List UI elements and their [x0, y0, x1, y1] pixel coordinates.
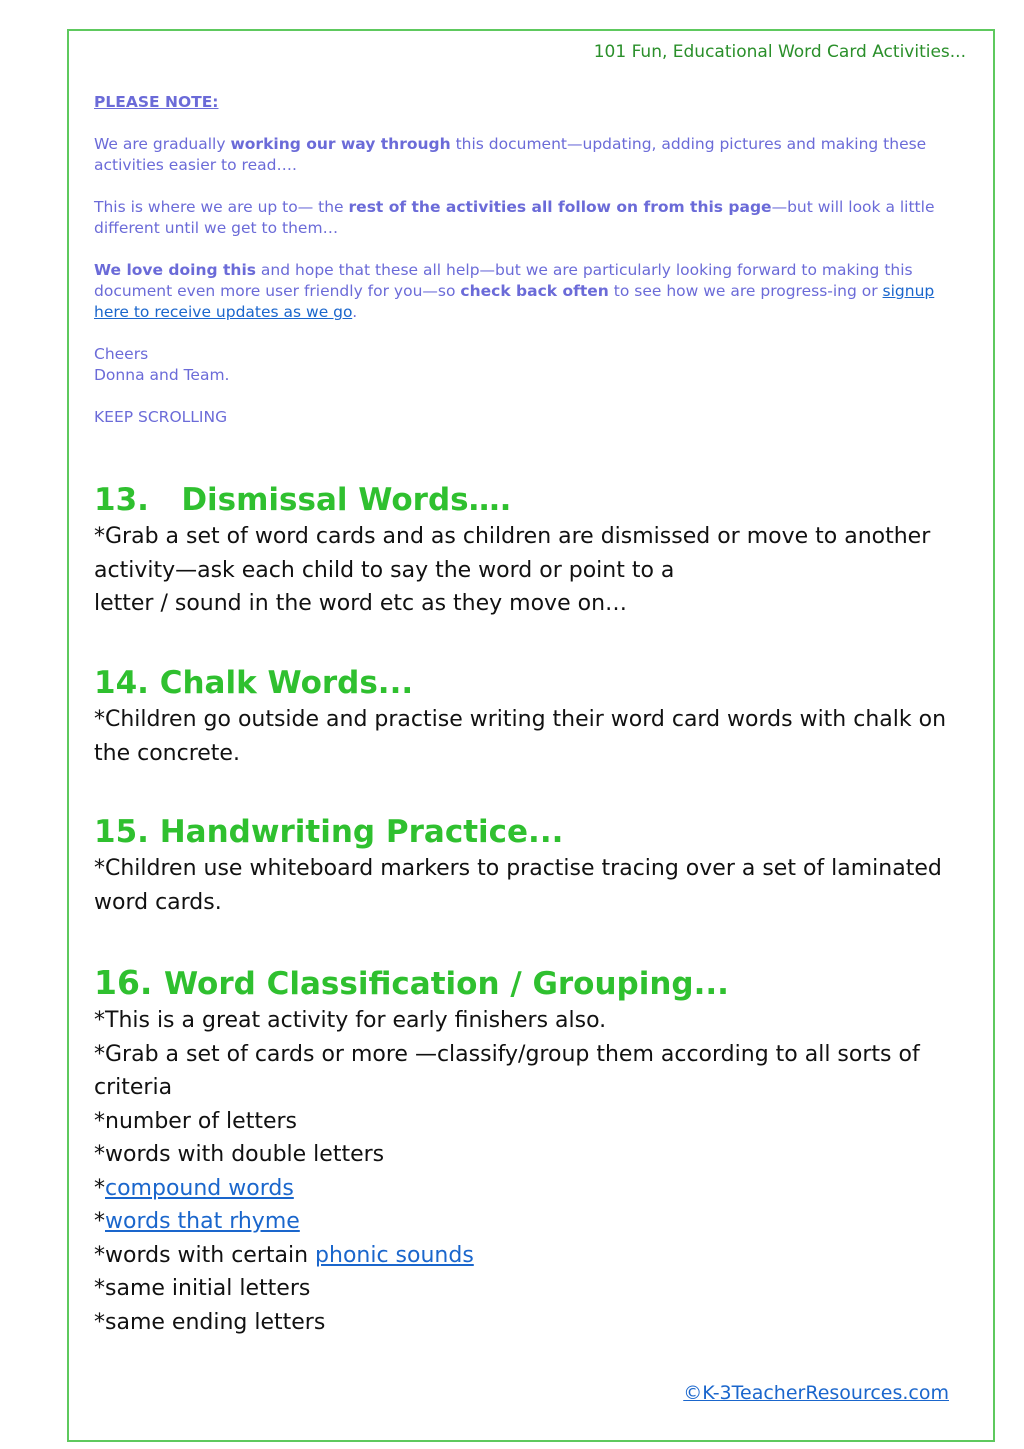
note-paragraph-1: We are gradually working our way through this document—updating, adding pictures and making these activities easier to read…. [94, 135, 927, 174]
section-line: *number of letters [94, 1108, 297, 1134]
section-line: *same initial letters [94, 1276, 311, 1301]
section-line: letter / sound in the word etc as they move on… [94, 591, 628, 616]
section-line: *Children go outside and practise writing their word card words with chalk on [94, 707, 947, 732]
copyright-link[interactable]: ©K-3TeacherResources.com [683, 1382, 949, 1404]
section-heading: 13. Dismissal Words…. [94, 482, 512, 518]
phonic-sounds-link[interactable]: phonic sounds [315, 1242, 474, 1268]
section-line: activity—ask each child to say the word or point to a [94, 557, 675, 583]
section-line: *words with certain phonic sounds [94, 1242, 474, 1268]
section-line: *words with double letters [94, 1142, 385, 1167]
note-signoff: Cheers Donna and Team. [94, 345, 230, 384]
section-line: *same ending letters [94, 1309, 326, 1335]
section-heading: 16. Word Classification / Grouping... [94, 963, 729, 1002]
section-14 [94, 663, 984, 770]
section-15 [94, 812, 984, 919]
section-line: *Grab a set of cards or more —classify/group them according to all sorts of [94, 1041, 920, 1067]
section-line: criteria [94, 1075, 173, 1100]
document-header: 101 Fun, Educational Word Card Activities... [593, 42, 966, 62]
section-line: the concrete. [94, 740, 240, 766]
section-13 [94, 480, 984, 621]
words-that-rhyme-link[interactable]: words that rhyme [105, 1209, 300, 1234]
note-title: PLEASE NOTE: [94, 93, 219, 111]
section-line: *words that rhyme [94, 1209, 300, 1234]
keep-scrolling: KEEP SCROLLING [94, 408, 228, 426]
note-paragraph-3: We love doing this and hope that these all help—but we are particularly looking forward to making this document even more user friendly for you—so check back often to see how we are progress-ing or signup here to receive updates as we go. [94, 261, 935, 321]
section-heading: 14. Chalk Words... [94, 665, 414, 701]
signup-link[interactable]: signup here to receive updates as we go [94, 282, 935, 321]
section-heading: 15. Handwriting Practice... [94, 814, 564, 850]
section-16 [94, 963, 984, 1339]
compound-words-link[interactable]: compound words [105, 1175, 294, 1201]
section-line: *This is a great activity for early finishers also. [94, 1008, 607, 1033]
section-line: *compound words [94, 1175, 294, 1201]
section-line: *Grab a set of word cards and as children are dismissed or move to another [94, 524, 931, 549]
note-paragraph-2: This is where we are up to— the rest of the activities all follow on from this page—but will look a little different until we get to them… [94, 198, 935, 237]
please-note-block [94, 92, 970, 449]
section-line: word cards. [94, 889, 222, 915]
footer [683, 1382, 949, 1404]
section-line: *Children use whiteboard markers to practise tracing over a set of laminated [94, 856, 942, 881]
